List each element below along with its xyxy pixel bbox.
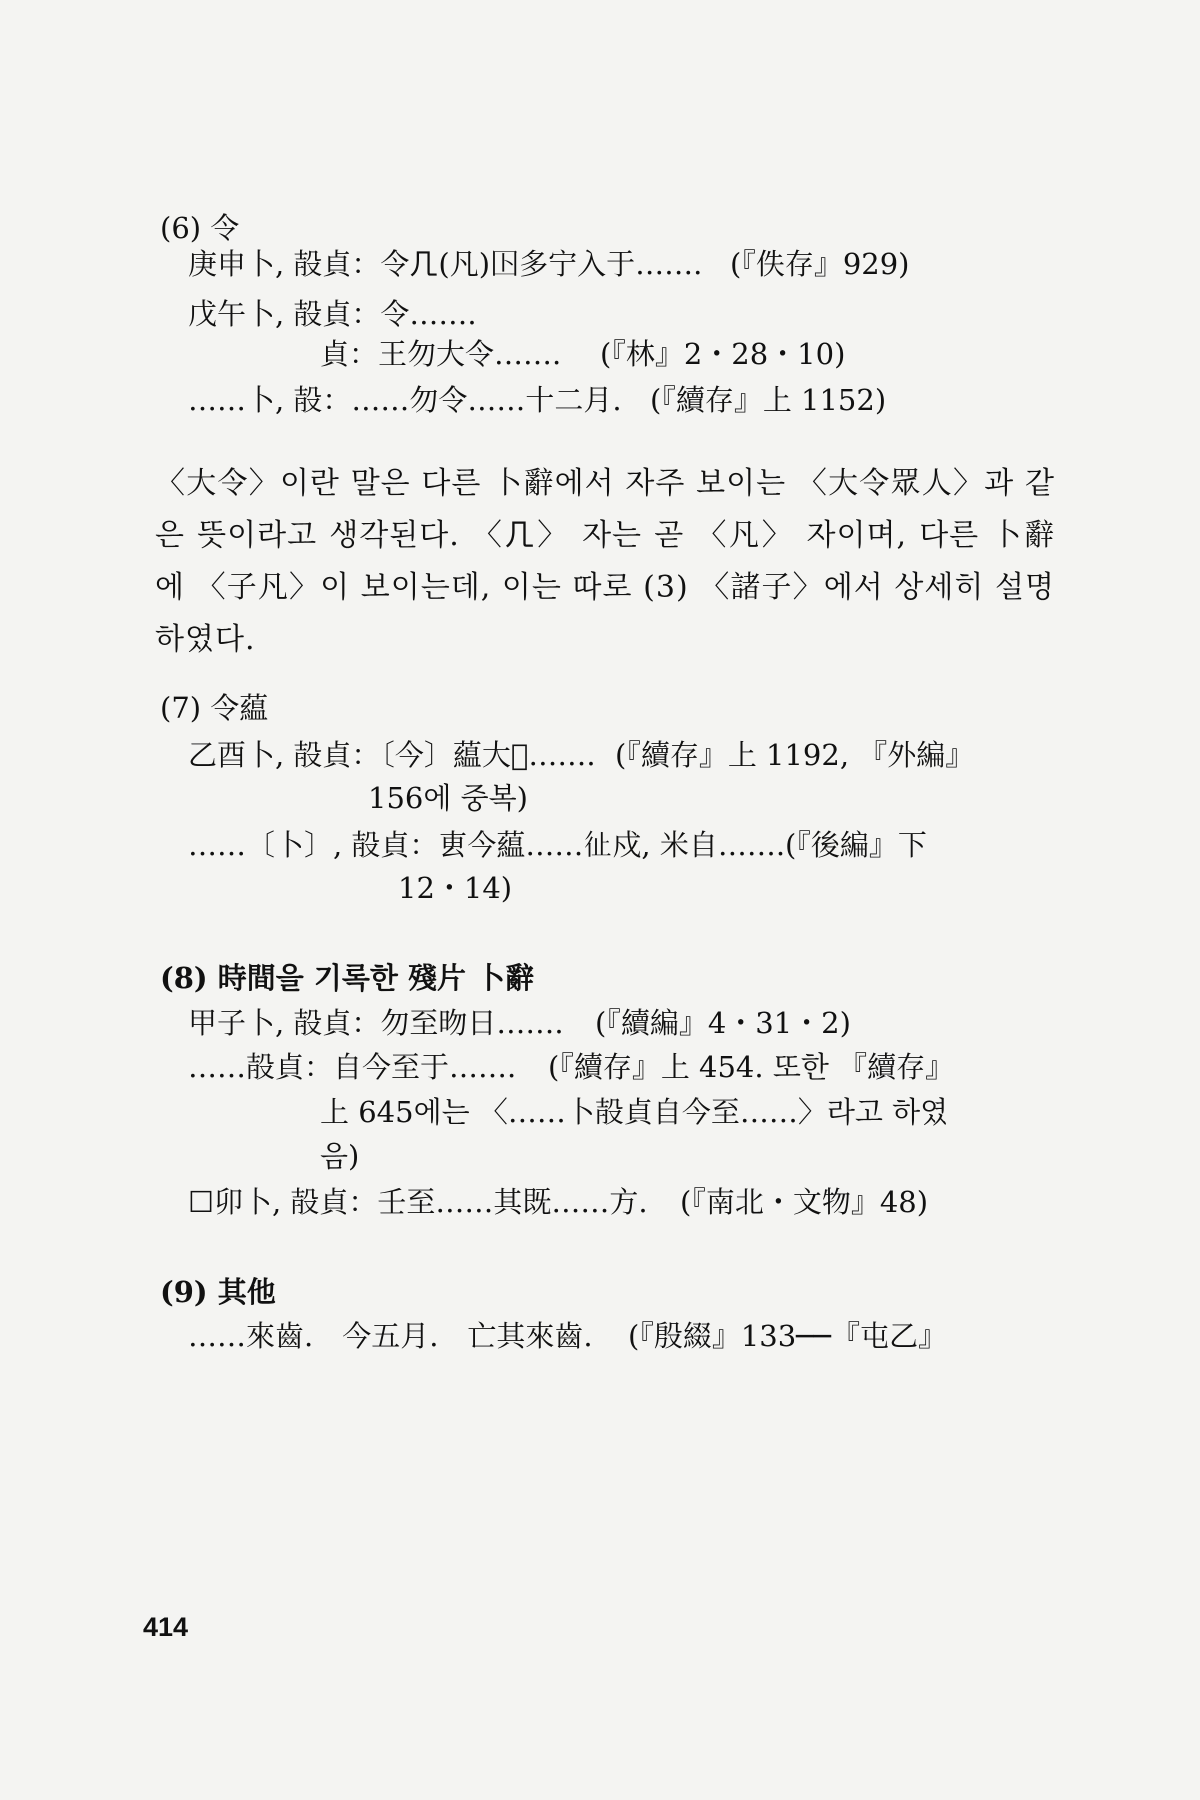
citation: (『林』2・28・10) bbox=[600, 337, 846, 371]
inscription-line: 乙酉卜, 㱿貞：〔今〕藴大𢑚……. bbox=[188, 738, 596, 772]
section-heading-8: (8) 時間을 기록한 殘片 卜辭 bbox=[160, 961, 535, 995]
section-heading-9: (9) 其他 bbox=[160, 1275, 276, 1309]
inscription-line: 음) bbox=[320, 1139, 360, 1173]
inscription-line: 庚申卜, 㱿貞：令𠘧(凡)𡆥多宁入于……. bbox=[188, 247, 703, 281]
commentary-paragraph: 〈大令〉이란 말은 다른 卜辭에서 자주 보이는 〈大令眾人〉과 같은 뜻이라고 생각된다. 〈𠘧〉 자는 곧 〈凡〉 자이며, 다른 卜辭에 〈子凡〉이 보이는데, 이는 따로 (3) 〈諸子〉에서 상세히 설명하였다. bbox=[155, 466, 1055, 657]
inscription-line: ……〔卜〕, 㱿貞：叀今藴……𢓊戍, 米自……. bbox=[188, 828, 786, 862]
citation: (『後編』下 bbox=[785, 828, 927, 862]
inscription-line: ……㱿貞：自今至于……. bbox=[188, 1050, 517, 1084]
citation: (『續編』4・31・2) bbox=[595, 1006, 851, 1040]
inscription-line: 上 645에는 〈……卜㱿貞自今至……〉라고 하였 bbox=[320, 1095, 949, 1129]
citation: (『殷綴』133──『屯乙』 bbox=[628, 1319, 948, 1353]
inscription-line: 甲子卜, 㱿貞：勿至昒日……. bbox=[188, 1006, 564, 1040]
page-number: 414 bbox=[143, 1612, 189, 1642]
inscription-line: ……卜, 㱿：……勿令……十二月. bbox=[188, 383, 622, 417]
citation: (『佚存』929) bbox=[730, 247, 910, 281]
section-heading-6: (6) 令 bbox=[160, 211, 240, 245]
inscription-line: ☐卯卜, 㱿貞：壬至……其既……方. bbox=[188, 1185, 648, 1219]
inscription-line: ……來齒. 今五月. 亡其來齒. bbox=[188, 1319, 593, 1353]
inscription-line: 戊午卜, 㱿貞：令……. bbox=[188, 297, 477, 331]
citation: (『續存』上 1192, 『外編』 bbox=[615, 738, 975, 772]
citation: (『南北・文物』48) bbox=[680, 1185, 929, 1219]
inscription-line: 12・14) bbox=[398, 871, 513, 905]
inscription-line: 156에 중복) bbox=[368, 781, 528, 815]
citation: (『續存』上 1152) bbox=[650, 383, 887, 417]
section-heading-7: (7) 令藴 bbox=[160, 691, 269, 725]
inscription-line: 貞：王勿大令……. bbox=[320, 337, 562, 371]
citation: (『續存』上 454. 또한 『續存』 bbox=[548, 1050, 955, 1084]
